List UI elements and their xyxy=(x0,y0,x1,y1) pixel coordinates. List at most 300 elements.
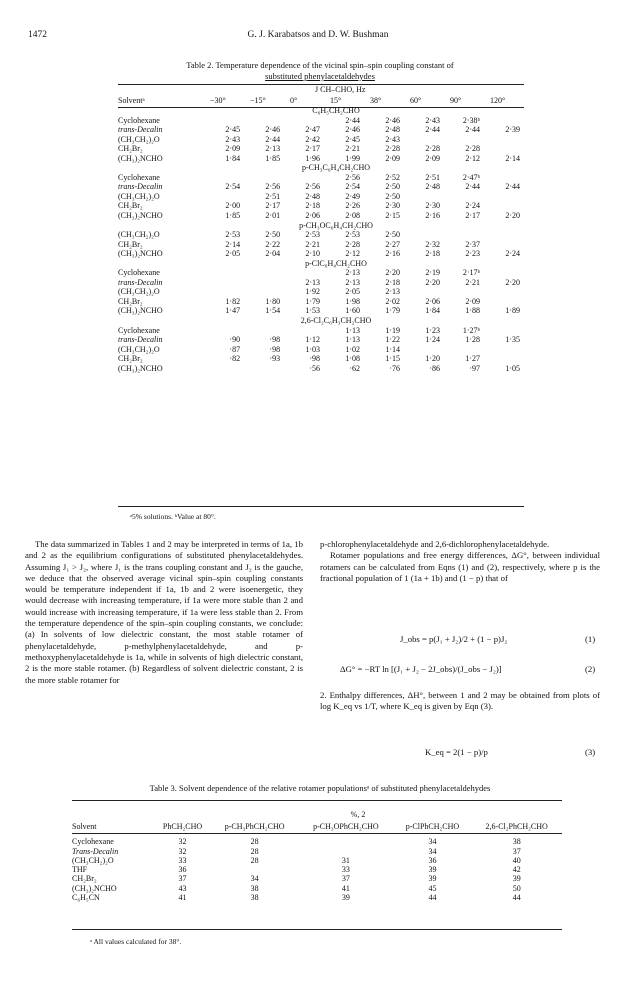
table2-value-cell: 1·35 xyxy=(505,335,520,345)
equation-3-number: (3) xyxy=(585,747,596,757)
table3-value-cell xyxy=(298,847,393,856)
table2-value-cell xyxy=(244,116,284,126)
table2-value-cell: 1·13 xyxy=(345,335,361,345)
table3-column-header: p-CH₃OPhCH₂CHO xyxy=(298,819,393,834)
table2-value-cell: 1·13 xyxy=(345,325,361,335)
table2-value-cell: 2·20 xyxy=(385,268,401,278)
table3-value-cell: 50 xyxy=(512,883,521,893)
table2-value-cell: 2·09 xyxy=(385,153,401,163)
table3-group-header-row xyxy=(72,810,562,819)
table2-row xyxy=(118,182,524,192)
table2-value-cell: 2·05 xyxy=(225,249,241,259)
table2-value-cell: 2·13 xyxy=(345,277,361,287)
table2-value-cell: 1·12 xyxy=(305,335,321,345)
table2-compound-label: p-CH₃C₆H₄CH₂CHO xyxy=(301,163,371,173)
table2-row xyxy=(118,278,524,288)
table3-value-cell: 41 xyxy=(341,883,350,893)
table3-column-header: p-ClPhCH₂CHO xyxy=(394,819,472,834)
table2-row xyxy=(118,364,524,374)
paragraph-enthalpy: 2. Enthalpy differences, ΔH°, between 1 and 2 may be obtained from plots of log K_eq vs 1/T, where K_eq is given by Eqn (3). xyxy=(320,690,600,712)
table2-solvent-cell: CH₂Br₂ xyxy=(118,296,143,306)
table2-value-cell: ·87 xyxy=(229,344,241,354)
table2-value-cell: 2·44 xyxy=(425,125,441,135)
table2-value-cell: ·93 xyxy=(269,354,281,364)
table3-row xyxy=(72,884,562,893)
table2-value-cell: 2·28 xyxy=(345,239,361,249)
table2-value-cell xyxy=(484,201,524,211)
table2-value-cell xyxy=(284,326,324,336)
table2-compound-row xyxy=(118,316,524,326)
table2-value-cell: 2·42 xyxy=(305,134,321,144)
equation-2: ΔG° = −RT ln [(J₁ + J₂ − 2J_obs)/(J_obs − J₂)] xyxy=(340,664,502,674)
table2-value-cell xyxy=(284,116,324,126)
table3-value-cell: 37 xyxy=(341,874,350,884)
table2-value-cell: 2·54 xyxy=(345,182,361,192)
table3-row xyxy=(72,893,562,902)
table3-group-header: %, 2 xyxy=(350,810,366,819)
table3-row xyxy=(72,865,562,874)
table2-solvent-cell: trans-Decalin xyxy=(118,125,163,135)
table2-value-cell: 2·47 xyxy=(305,125,321,135)
table2-value-cell: 2·56 xyxy=(265,182,281,192)
table2-temp-header: −15° xyxy=(250,96,266,105)
table2-value-cell: 1·28 xyxy=(465,335,480,345)
table2-row xyxy=(118,345,524,355)
table2-value-cell: 1·99 xyxy=(345,153,361,163)
table2-value-cell xyxy=(244,268,284,278)
table2-temp-header: 15° xyxy=(330,96,342,105)
table2-value-cell: 1·47 xyxy=(225,306,241,316)
table2-solvent-cell: Cyclohexane xyxy=(118,115,160,125)
table2-value-cell xyxy=(204,326,244,336)
table3-value-cell: 40 xyxy=(512,855,521,865)
table2-solvent-cell: (CH₃)₂NCHO xyxy=(118,211,163,221)
table3-footnote: ᵃ All values calculated for 38°. xyxy=(90,937,182,946)
table2-value-cell: 2·44 xyxy=(265,134,281,144)
table2-value-cell: 2·18 xyxy=(305,201,321,211)
table2-solvent-cell: CH₂Br₂ xyxy=(118,354,143,364)
table2-value-cell: 2·48 xyxy=(385,125,401,135)
page-number: 1472 xyxy=(28,30,47,40)
table2-value-cell: 2·09 xyxy=(465,296,480,306)
table2-value-cell xyxy=(484,268,524,278)
table2-solvent-cell: Cyclohexane xyxy=(118,325,160,335)
table3-value-cell: 36 xyxy=(428,855,437,865)
table2-row xyxy=(118,287,524,297)
table3-value-cell: 28 xyxy=(250,846,259,856)
table3-value-cell: 32 xyxy=(178,837,187,847)
table2-value-cell: 1·79 xyxy=(305,296,321,306)
table2-row xyxy=(118,201,524,211)
table2-value-cell xyxy=(284,173,324,183)
table2-footnote: ᵃ5% solutions. ᵇValue at 80°. xyxy=(130,512,216,521)
table2-value-cell: 2·45 xyxy=(345,134,361,144)
table3-solvent-cell: (CH₃CH₂)₂O xyxy=(72,855,114,865)
table2-value-cell xyxy=(244,278,284,288)
table2-value-cell: ·86 xyxy=(429,363,441,373)
table2-value-cell: ·98 xyxy=(309,354,321,364)
table2-value-cell xyxy=(484,230,524,240)
table2-value-cell: 2·44 xyxy=(505,182,520,192)
table2-value-cell: 2·49 xyxy=(345,191,361,201)
table2-value-cell: 2·50 xyxy=(265,230,281,240)
equation-3: K_eq = 2(1 − p)/p xyxy=(425,747,488,757)
table2-value-cell: 1·27ᵇ xyxy=(462,325,480,335)
table2-value-cell xyxy=(404,192,444,202)
table2-value-cell: 2·17 xyxy=(305,144,321,154)
table2-solvent-cell: (CH₃)₂NCHO xyxy=(118,153,163,163)
table2-solvent-cell: (CH₃CH₂)₂O xyxy=(118,134,160,144)
table3-column-header: PhCH₂CHO xyxy=(154,819,211,834)
table3-solvent-cell: THF xyxy=(72,865,88,875)
table2-value-cell xyxy=(484,144,524,154)
table2-value-cell: 1·05 xyxy=(505,363,520,373)
table2-row xyxy=(118,230,524,240)
table2-value-cell: 2·19 xyxy=(425,268,441,278)
table2-value-cell: 2·53 xyxy=(305,230,321,240)
table2-value-cell xyxy=(484,326,524,336)
table2-value-cell xyxy=(244,364,284,374)
table2-value-cell: 2·45 xyxy=(225,125,241,135)
table2-row xyxy=(118,249,524,259)
table2-value-cell: 2·24 xyxy=(465,201,480,211)
table3-value-cell: 28 xyxy=(250,837,259,847)
table2-value-cell: 2·44 xyxy=(345,115,361,125)
table3-top-rule xyxy=(72,800,562,801)
table2-value-cell: 2·18 xyxy=(385,277,401,287)
table3-value-cell: 44 xyxy=(512,893,521,903)
table2-row xyxy=(118,211,524,221)
table2-value-cell: 2·20 xyxy=(505,211,520,221)
table2-value-cell: 2·16 xyxy=(425,211,441,221)
table2-value-cell xyxy=(484,354,524,364)
equation-2-number: (2) xyxy=(585,664,596,674)
table3-solvent-cell: (CH₃)₂NCHO xyxy=(72,883,117,893)
table2-value-cell: 2·21 xyxy=(465,277,480,287)
table3-solvent-cell: Cyclohexane xyxy=(72,837,114,847)
table2-value-cell: 1·89 xyxy=(505,306,520,316)
table3-value-cell: 42 xyxy=(512,865,521,875)
table2-solvent-cell: (CH₃)₂NCHO xyxy=(118,306,163,316)
table2-value-cell: 1·03 xyxy=(305,344,321,354)
table2-value-cell: 2·44 xyxy=(465,182,480,192)
table2-compound-row xyxy=(118,106,524,116)
table3-row xyxy=(72,847,562,856)
table2-solvent-cell: (CH₃CH₂)₂O xyxy=(118,287,160,297)
table2-value-cell xyxy=(404,345,444,355)
table2-value-cell: 2·47ᵇ xyxy=(462,172,480,182)
table2-value-cell xyxy=(444,192,484,202)
table2-value-cell: 2·21 xyxy=(305,239,321,249)
table2-value-cell xyxy=(244,326,284,336)
table3-value-cell: 36 xyxy=(178,865,187,875)
table3-value-cell: 43 xyxy=(178,883,187,893)
table2-value-cell: 1·15 xyxy=(385,354,401,364)
table2-value-cell: 2·52 xyxy=(385,172,401,182)
table2-value-cell: 2·54 xyxy=(225,182,241,192)
table2-temp-header: 120° xyxy=(490,96,506,105)
table3-value-cell: 37 xyxy=(512,846,521,856)
table2-value-cell: 1·54 xyxy=(265,306,281,316)
table2-value-cell: 2·39 xyxy=(505,125,520,135)
table2-value-cell: 2·09 xyxy=(425,153,441,163)
table3-column-header: 2,6-Cl₂PhCH₂CHO xyxy=(471,819,562,834)
table2-value-cell: 2·17ᵇ xyxy=(462,268,480,278)
table2-compound-label: 2,6-Cl₂C₆H₃CH₂CHO xyxy=(300,316,372,326)
table3-header-row xyxy=(72,819,562,834)
table2-value-cell: 2·02 xyxy=(385,296,401,306)
table3-value-cell: 33 xyxy=(341,865,350,875)
table2-value-cell: 2·26 xyxy=(345,201,361,211)
table3-value-cell: 31 xyxy=(341,855,350,865)
table2-value-cell: 1·22 xyxy=(385,335,401,345)
table2-value-cell xyxy=(204,116,244,126)
table2-solvent-cell: (CH₃CH₂)₂O xyxy=(118,344,160,354)
table3-value-cell: 34 xyxy=(428,837,437,847)
table2-value-cell: 2·50 xyxy=(385,191,401,201)
table2-value-cell xyxy=(404,135,444,145)
table2-value-cell: 2·28 xyxy=(425,144,441,154)
table3-value-cell: 32 xyxy=(178,846,187,856)
table3-column-header: Solvent xyxy=(72,819,154,834)
table2-temp-header: 60° xyxy=(410,96,422,105)
table2-caption-line1: Table 2. Temperature dependence of the vicinal spin–spin coupling constant of xyxy=(186,60,454,70)
running-authors: G. J. Karabatsos and D. W. Bushman xyxy=(247,30,389,40)
table2-row xyxy=(118,192,524,202)
table2-value-cell xyxy=(204,278,244,288)
table2-value-cell: 1·85 xyxy=(225,211,241,221)
paragraph-continued: p-chlorophenylacetaldehyde and 2,6-dichlorophenylacetaldehyde. xyxy=(320,539,550,549)
table2-value-cell: 2·56 xyxy=(345,172,361,182)
table2-value-cell: 2·28 xyxy=(465,144,480,154)
table2-value-cell: 2·20 xyxy=(425,277,441,287)
table2-solvent-cell: CH₂Br₂ xyxy=(118,201,143,211)
table2-value-cell: ·97 xyxy=(469,363,480,373)
table2-value-cell: 1·19 xyxy=(385,325,401,335)
table2-value-cell: 2·12 xyxy=(345,249,361,259)
table2-value-cell xyxy=(204,192,244,202)
equation-1: J_obs = p(J₁ + J₂)/2 + (1 − p)J₂ xyxy=(400,634,508,644)
table2-value-cell xyxy=(204,268,244,278)
table2-value-cell: 2·22 xyxy=(265,239,281,249)
table2-value-cell: 2·51 xyxy=(425,172,441,182)
table2-value-cell: 2·50 xyxy=(385,230,401,240)
table2-value-cell xyxy=(204,287,244,297)
table2-value-cell: 1·02 xyxy=(345,344,361,354)
table2-value-cell: 2·50 xyxy=(385,182,401,192)
body-column-left xyxy=(25,539,303,686)
table3-value-cell: 38 xyxy=(250,893,259,903)
table2-value-cell: 1·80 xyxy=(265,296,281,306)
table2-value-cell xyxy=(404,287,444,297)
table2-value-cell: 1·60 xyxy=(345,306,361,316)
paragraph-rotamer-populations: Rotamer populations and free energy differences, ΔG°, between individual rotamers can be calculated from Eqns (1) and (2), respectively, where p is the fractional population of 1 (1a + 1b) and (1 − p) that of xyxy=(320,550,600,583)
table2-value-cell: 2·06 xyxy=(305,211,321,221)
table2-value-cell: 1·82 xyxy=(225,296,241,306)
table2-value-cell: 2·53 xyxy=(225,230,241,240)
table2-row xyxy=(118,125,524,135)
table2-compound-row xyxy=(118,259,524,269)
table3-bottom-rule xyxy=(72,929,562,930)
table2-value-cell: 2·48 xyxy=(305,191,321,201)
table3-value-cell xyxy=(298,837,393,846)
table2-solvent-cell: trans-Decalin xyxy=(118,182,163,192)
table3 xyxy=(72,810,562,902)
table3-row xyxy=(72,837,562,846)
table3-empty-cell xyxy=(72,810,154,819)
table2-value-cell: 2·20 xyxy=(505,277,520,287)
table2-value-cell: 1·20 xyxy=(425,354,441,364)
table2-value-cell: 2·44 xyxy=(465,125,480,135)
table2-solvent-cell: Cyclohexane xyxy=(118,268,160,278)
table2-value-cell: ·62 xyxy=(349,363,361,373)
table2-value-cell: 2·14 xyxy=(505,153,520,163)
table2-value-cell: 2·46 xyxy=(385,115,401,125)
equation-1-number: (1) xyxy=(585,634,596,644)
table2-value-cell xyxy=(484,173,524,183)
table2-temp-header: 90° xyxy=(450,96,462,105)
table2-value-cell: 2·13 xyxy=(345,268,361,278)
table2-compound-label: p-ClC₆H₄CH₂CHO xyxy=(305,258,367,268)
table3-value-cell: 39 xyxy=(512,874,521,884)
table3-value-cell: 44 xyxy=(428,893,437,903)
table2-value-cell xyxy=(284,268,324,278)
table2-bottom-rule xyxy=(118,506,524,507)
table2-value-cell: 1·96 xyxy=(305,153,321,163)
table2-value-cell: 2·00 xyxy=(225,201,241,211)
table2-solvent-header: Solventᵃ xyxy=(118,96,145,105)
table3-solvent-cell: Trans-Decalin xyxy=(72,846,119,856)
table2-value-cell xyxy=(204,364,244,374)
table2-solvent-cell: (CH₃)₂NCHO xyxy=(118,363,163,373)
table2-row xyxy=(118,173,524,183)
table2-value-cell: 2·15 xyxy=(385,211,401,221)
table2-value-cell: 2·43 xyxy=(225,134,241,144)
table2-solvent-cell: CH₂Br₂ xyxy=(118,239,143,249)
table3-value-cell: 38 xyxy=(250,883,259,893)
table2-value-cell: 1·84 xyxy=(425,306,441,316)
table2-compound-row xyxy=(118,163,524,173)
table2-value-cell: 1·98 xyxy=(345,296,361,306)
table3-value-cell: 39 xyxy=(428,865,437,875)
table2-value-cell xyxy=(484,287,524,297)
table2-value-cell: 2·23 xyxy=(465,249,480,259)
table3-row xyxy=(72,874,562,883)
table2-value-cell xyxy=(444,287,484,297)
table2-value-cell: 2·38ᵇ xyxy=(462,115,480,125)
table3-caption: Table 3. Solvent dependence of the relative rotamer populationsᵃ of substituted phenylacetaldehydes xyxy=(149,783,491,793)
table2-value-cell xyxy=(244,173,284,183)
table2-value-cell: 2·13 xyxy=(265,144,281,154)
table2-temp-header: 0° xyxy=(290,96,298,105)
table2-value-cell: 2·46 xyxy=(265,125,281,135)
table3-value-cell: 41 xyxy=(178,893,187,903)
table2-row xyxy=(118,144,524,154)
table2-row xyxy=(118,154,524,164)
table2-value-cell xyxy=(484,192,524,202)
table2-value-cell: 2·05 xyxy=(345,287,361,297)
table3-value-cell: 37 xyxy=(178,874,187,884)
table2-row xyxy=(118,297,524,307)
table3-value-cell: 39 xyxy=(341,893,350,903)
table2-solvent-cell: trans-Decalin xyxy=(118,335,163,345)
table2-solvent-cell: (CH₃)₂NCHO xyxy=(118,249,163,259)
table2-value-cell: 2·01 xyxy=(265,211,281,221)
table2-value-cell: 1·23 xyxy=(425,325,441,335)
table2-value-cell xyxy=(484,116,524,126)
table2-row xyxy=(118,326,524,336)
table2-value-cell xyxy=(484,297,524,307)
table2-value-cell xyxy=(484,345,524,355)
table2-row xyxy=(118,335,524,345)
table2-value-cell: 2·14 xyxy=(225,239,241,249)
table3-solvent-cell: C₆H₅CN xyxy=(72,893,100,903)
table3-row xyxy=(72,856,562,865)
table2-value-cell: 1·84 xyxy=(225,153,241,163)
table3-solvent-cell: CH₂Br₂ xyxy=(72,874,97,884)
table2-value-cell: 1·53 xyxy=(305,306,321,316)
table2-value-cell: 2·43 xyxy=(385,134,401,144)
table2-value-cell: ·98 xyxy=(269,335,281,345)
table2-value-cell xyxy=(204,173,244,183)
table2-value-cell: 2·28 xyxy=(385,144,401,154)
table2-value-cell: 1·88 xyxy=(465,306,480,316)
table2-row xyxy=(118,240,524,250)
table2-row xyxy=(118,354,524,364)
table2-row xyxy=(118,268,524,278)
body-column-right xyxy=(320,539,600,584)
table2-caption xyxy=(110,60,530,81)
table2-solvent-cell: (CH₃CH₂)₂O xyxy=(118,230,160,240)
table2-value-cell: 2·37 xyxy=(465,239,480,249)
table2-value-cell xyxy=(484,135,524,145)
table2-row xyxy=(118,306,524,316)
table2-value-cell: 2·32 xyxy=(425,239,441,249)
table2-value-cell: 2·08 xyxy=(345,211,361,221)
table2-j-header: J CH–CHO, Hz xyxy=(315,85,366,94)
table2-value-cell: 2·30 xyxy=(385,201,401,211)
table2-value-cell xyxy=(444,345,484,355)
table2-solvent-cell: trans-Decalin xyxy=(118,277,163,287)
paragraph-discussion: The data summarized in Tables 1 and 2 may be interpreted in terms of 1a, 1b and 2 as the equilibrium configurations of substituted phenylacetaldehydes. Assuming J₁ > J₂, where J₁ is the trans coupling constant and J₂ is the gauche, we deduce that the observed average vicinal spin–spin coupling constants would be temperature independent if 1a, 1b and 2 were isoenergetic, they would decrease with increasing temperature, if 1a were more stable than 2 and would increase with increasing temperature, if 1a were less stable than 2. From the temperature dependence of the spin–spin coupling constants, we conclude: (a) In solvents of low dielectric constant, the most stable rotamer of phenylacetaldehyde, p-methylphenylacetaldehyde, and p-methoxyphenylacetaldehyde is 1a, while in solvents of high dielectric constant, 2 is the more stable rotamer. (b) Regardless of solvent dielectric constant, 2 is the more stable rotamer for xyxy=(25,539,303,685)
table2-value-cell: 1·92 xyxy=(305,287,321,297)
table2-value-cell: ·98 xyxy=(269,344,281,354)
table2-compound-label: p-CH₃OC₆H₄CH₂CHO xyxy=(299,220,373,230)
table2-value-cell: 2·51 xyxy=(265,191,281,201)
table2 xyxy=(118,106,524,373)
table2-value-cell: 1·24 xyxy=(425,335,441,345)
table3-value-cell: 45 xyxy=(428,883,437,893)
table2-value-cell: 2·53 xyxy=(345,230,361,240)
table2-value-cell: ·56 xyxy=(309,363,321,373)
table2-value-cell: 2·43 xyxy=(425,115,441,125)
paragraph-enthalpy-container xyxy=(320,690,600,713)
table2-temp-header: 38° xyxy=(370,96,382,105)
table2-value-cell: 1·27 xyxy=(465,354,480,364)
table2-value-cell: 2·17 xyxy=(465,211,480,221)
page-header xyxy=(28,30,608,44)
table3-value-cell: 39 xyxy=(428,874,437,884)
table2-compound-row xyxy=(118,221,524,231)
table2-value-cell: 2·09 xyxy=(225,144,241,154)
table2-value-cell: 2·56 xyxy=(305,182,321,192)
table2-value-cell: 1·85 xyxy=(265,153,281,163)
table2-value-cell: 1·79 xyxy=(385,306,401,316)
table2-value-cell xyxy=(404,230,444,240)
table2-value-cell: 2·06 xyxy=(425,296,441,306)
table2-value-cell: 2·18 xyxy=(425,249,441,259)
table2-value-cell xyxy=(444,135,484,145)
